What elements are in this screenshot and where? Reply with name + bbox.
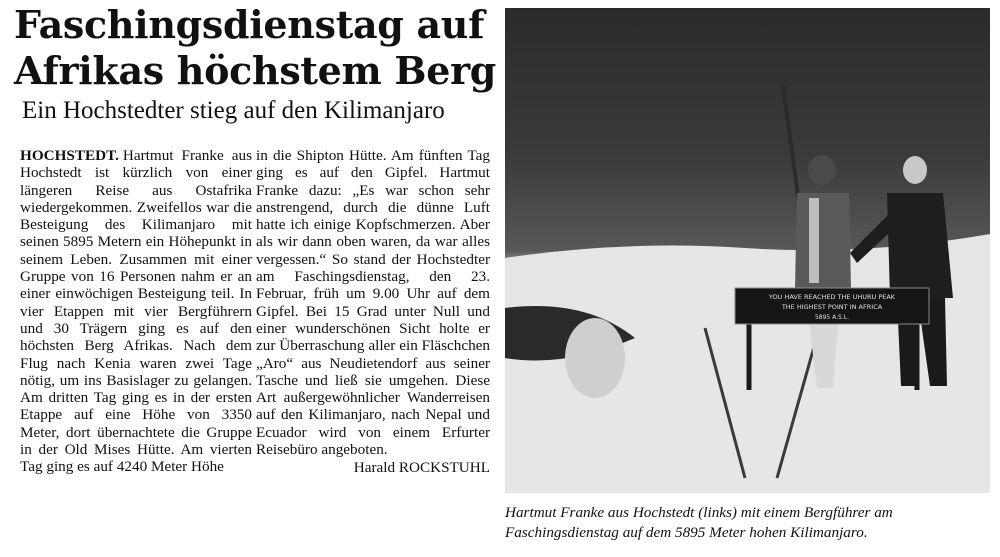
summit-photo bbox=[505, 8, 990, 493]
sign-text-line-1: YOU HAVE REACHED THE UHURU PEAK bbox=[768, 293, 896, 301]
text-column-1 bbox=[20, 147, 252, 476]
headline-line-2: Afrikas höchstem Berg bbox=[14, 48, 497, 93]
mitten-foreground bbox=[565, 318, 625, 398]
column-1-text: Hartmut Franke aus Hochstedt ist kürzlich von einer längeren Reise aus Ostafrika wiedergekommen. Zweifellos war die Besteigung des Kilimanjaro mit seinen 5895 Metern ein Höhepunkt in seinem Leben. Zusammen mit einer Gruppe von 16 Personen nahm er an einer einwöchigen Besteigung teil. In vier Etappen mit vier Bergführern und 30 Trägern ging es auf den höchsten Berg Afrikas. Nach dem Flug nach Kenia waren zwei Tage nötig, um ins Basislager zu gelangen. Am dritten Tag ging es in der ersten Etappe auf eine Höhe von 3350 Meter, dort übernachtete die Gruppe in der Old Mises Hütte. Am vierten Tag ging es auf 4240 Meter Höhe bbox=[20, 147, 252, 476]
summit-scene bbox=[505, 8, 990, 493]
author-byline: Harald ROCKSTUHL bbox=[353, 459, 490, 477]
sign-text-line-3: 5895 A.S.L. bbox=[814, 314, 850, 321]
column-2-text: in die Shipton Hütte. Am fünften Tag ging es auf den Gipfel. Hartmut Franke dazu: „Es war schon sehr anstrengend, durch die dünne Luft hatte ich einige Kopfschmerzen. Aber als wir dann oben waren, da war alles vergessen.“ So stand der Hochstedter am Faschingsdienstag, den 23. Februar, früh um 9.00 Uhr auf dem Gipfel. Bei 15 Grad unter Null und einer wunderschönen Sicht holte er zur Überraschung aller ein Fläschchen „Aro“ aus Neudietendorf aus seiner Tasche und ließ sie umgehen. Diese Art außergewöhnlicher Wanderreisen auf den Kilimanjaro, nach Nepal und Ecuador wird von einem Erfurter Reisebüro angeboten. bbox=[256, 147, 490, 459]
sign-text-line-2: THE HIGHEST POINT IN AFRICA bbox=[781, 303, 883, 311]
headline-line-1: Faschingsdienstag auf bbox=[14, 2, 485, 47]
dateline: HOCHSTEDT. bbox=[20, 147, 119, 164]
photo-caption: Hartmut Franke aus Hochstedt (links) mit einem Bergführer am Faschingsdienstag auf dem 5895 Meter hohen Kilimanjaro. bbox=[505, 504, 893, 541]
headline bbox=[14, 2, 504, 94]
text-column-2 bbox=[256, 147, 490, 477]
subheadline: Ein Hochstedter stieg auf den Kilimanjaro bbox=[22, 97, 445, 124]
